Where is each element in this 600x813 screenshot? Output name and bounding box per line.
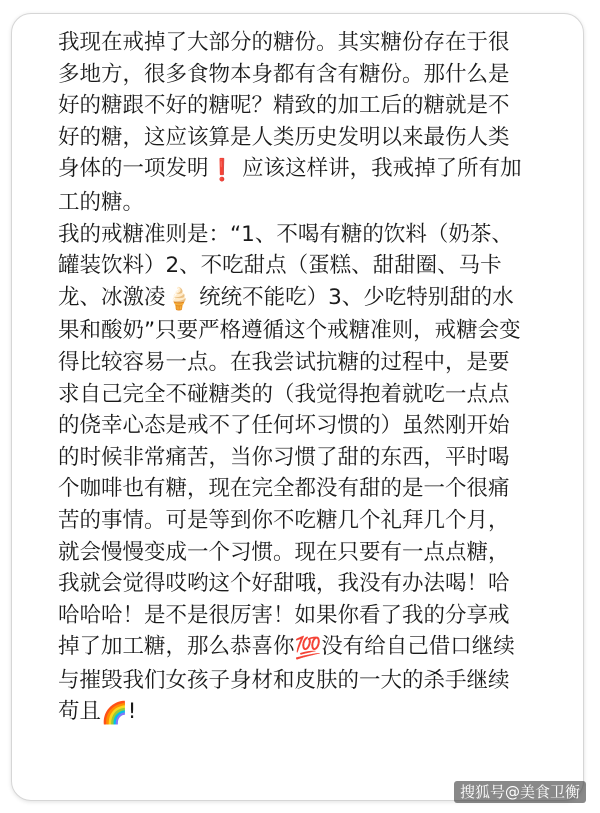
text-line: 我就会觉得哎哟这个好甜哦，我没有办法喝！哈 xyxy=(58,571,510,597)
text-line: 苦的事情。可是等到你不吃糖几个礼拜几个月， xyxy=(58,507,510,533)
text-line: 的侥幸心态是戒不了任何坏习惯的）虽然刚开始 xyxy=(58,413,510,439)
text-line: 罐装饮料）2、不吃甜点（蛋糕、甜甜圈、马卡 xyxy=(58,253,502,279)
post-body xyxy=(58,27,560,730)
text-line: 的时候非常痛苦，当你习惯了甜的东西，平时喝 xyxy=(58,444,510,470)
rainbow-icon: 🌈 xyxy=(101,701,128,727)
text-line xyxy=(58,696,560,730)
text-line: 我现在戒掉了大部分的糖份。其实糖份存在于很 xyxy=(58,30,510,55)
text-line: 好的糖，这应该算是人类历史发明以来最伤人类 xyxy=(58,124,510,150)
text-line: 工的糖。 xyxy=(58,189,145,215)
text-segment: 龙、冰激凌 xyxy=(58,284,166,310)
text-line: 个咖啡也有糖，现在完全都没有甜的是一个很痛 xyxy=(58,476,510,502)
text-line: 多地方，很多食物本身都有含有糖份。那什么是 xyxy=(58,61,510,87)
hundred-points-icon: 💯 xyxy=(294,636,322,662)
exclamation-icon: ❗ xyxy=(208,158,236,184)
text-line: 果和酸奶”只要严格遵循这个戒糖准则，戒糖会变 xyxy=(58,318,521,344)
text-segment: 苟且 xyxy=(58,699,102,725)
text-segment: 应该这样讲，我戒掉了所有加 xyxy=(235,156,522,182)
text-segment: ! xyxy=(127,699,137,725)
watermark: 搜狐号@美食卫衡 xyxy=(454,781,586,803)
text-line: 好的糖跟不好的糖呢？精致的加工后的糖就是不 xyxy=(58,93,510,119)
text-segment: 没有给自己借口继续 xyxy=(321,634,515,660)
text-line xyxy=(58,631,560,665)
text-line: 与摧毁我们女孩子身材和皮肤的一大的杀手继续 xyxy=(58,667,510,693)
text-line: 我的戒糖准则是：“1、不喝有糖的饮料（奶茶、 xyxy=(58,221,513,247)
text-segment: 统统不能吃）3、少吃特别甜的水 xyxy=(192,284,514,310)
ice-cream-icon: 🍦 xyxy=(165,286,193,312)
text-line: 哈哈哈！是不是很厉害！如果你看了我的分享戒 xyxy=(58,602,510,628)
text-line: 就会慢慢变成一个习惯。现在只要有一点点糖， xyxy=(58,539,510,565)
text-segment: 掉了加工糖，那么恭喜你 xyxy=(58,634,295,660)
text-segment: 身体的一项发明 xyxy=(58,156,209,182)
text-line xyxy=(58,282,560,316)
text-line: 求自己完全不碰糖类的（我觉得抱着就吃一点点 xyxy=(58,381,510,407)
text-line: 得比较容易一点。在我尝试抗糖的过程中，是要 xyxy=(58,349,510,375)
text-line xyxy=(58,153,560,187)
